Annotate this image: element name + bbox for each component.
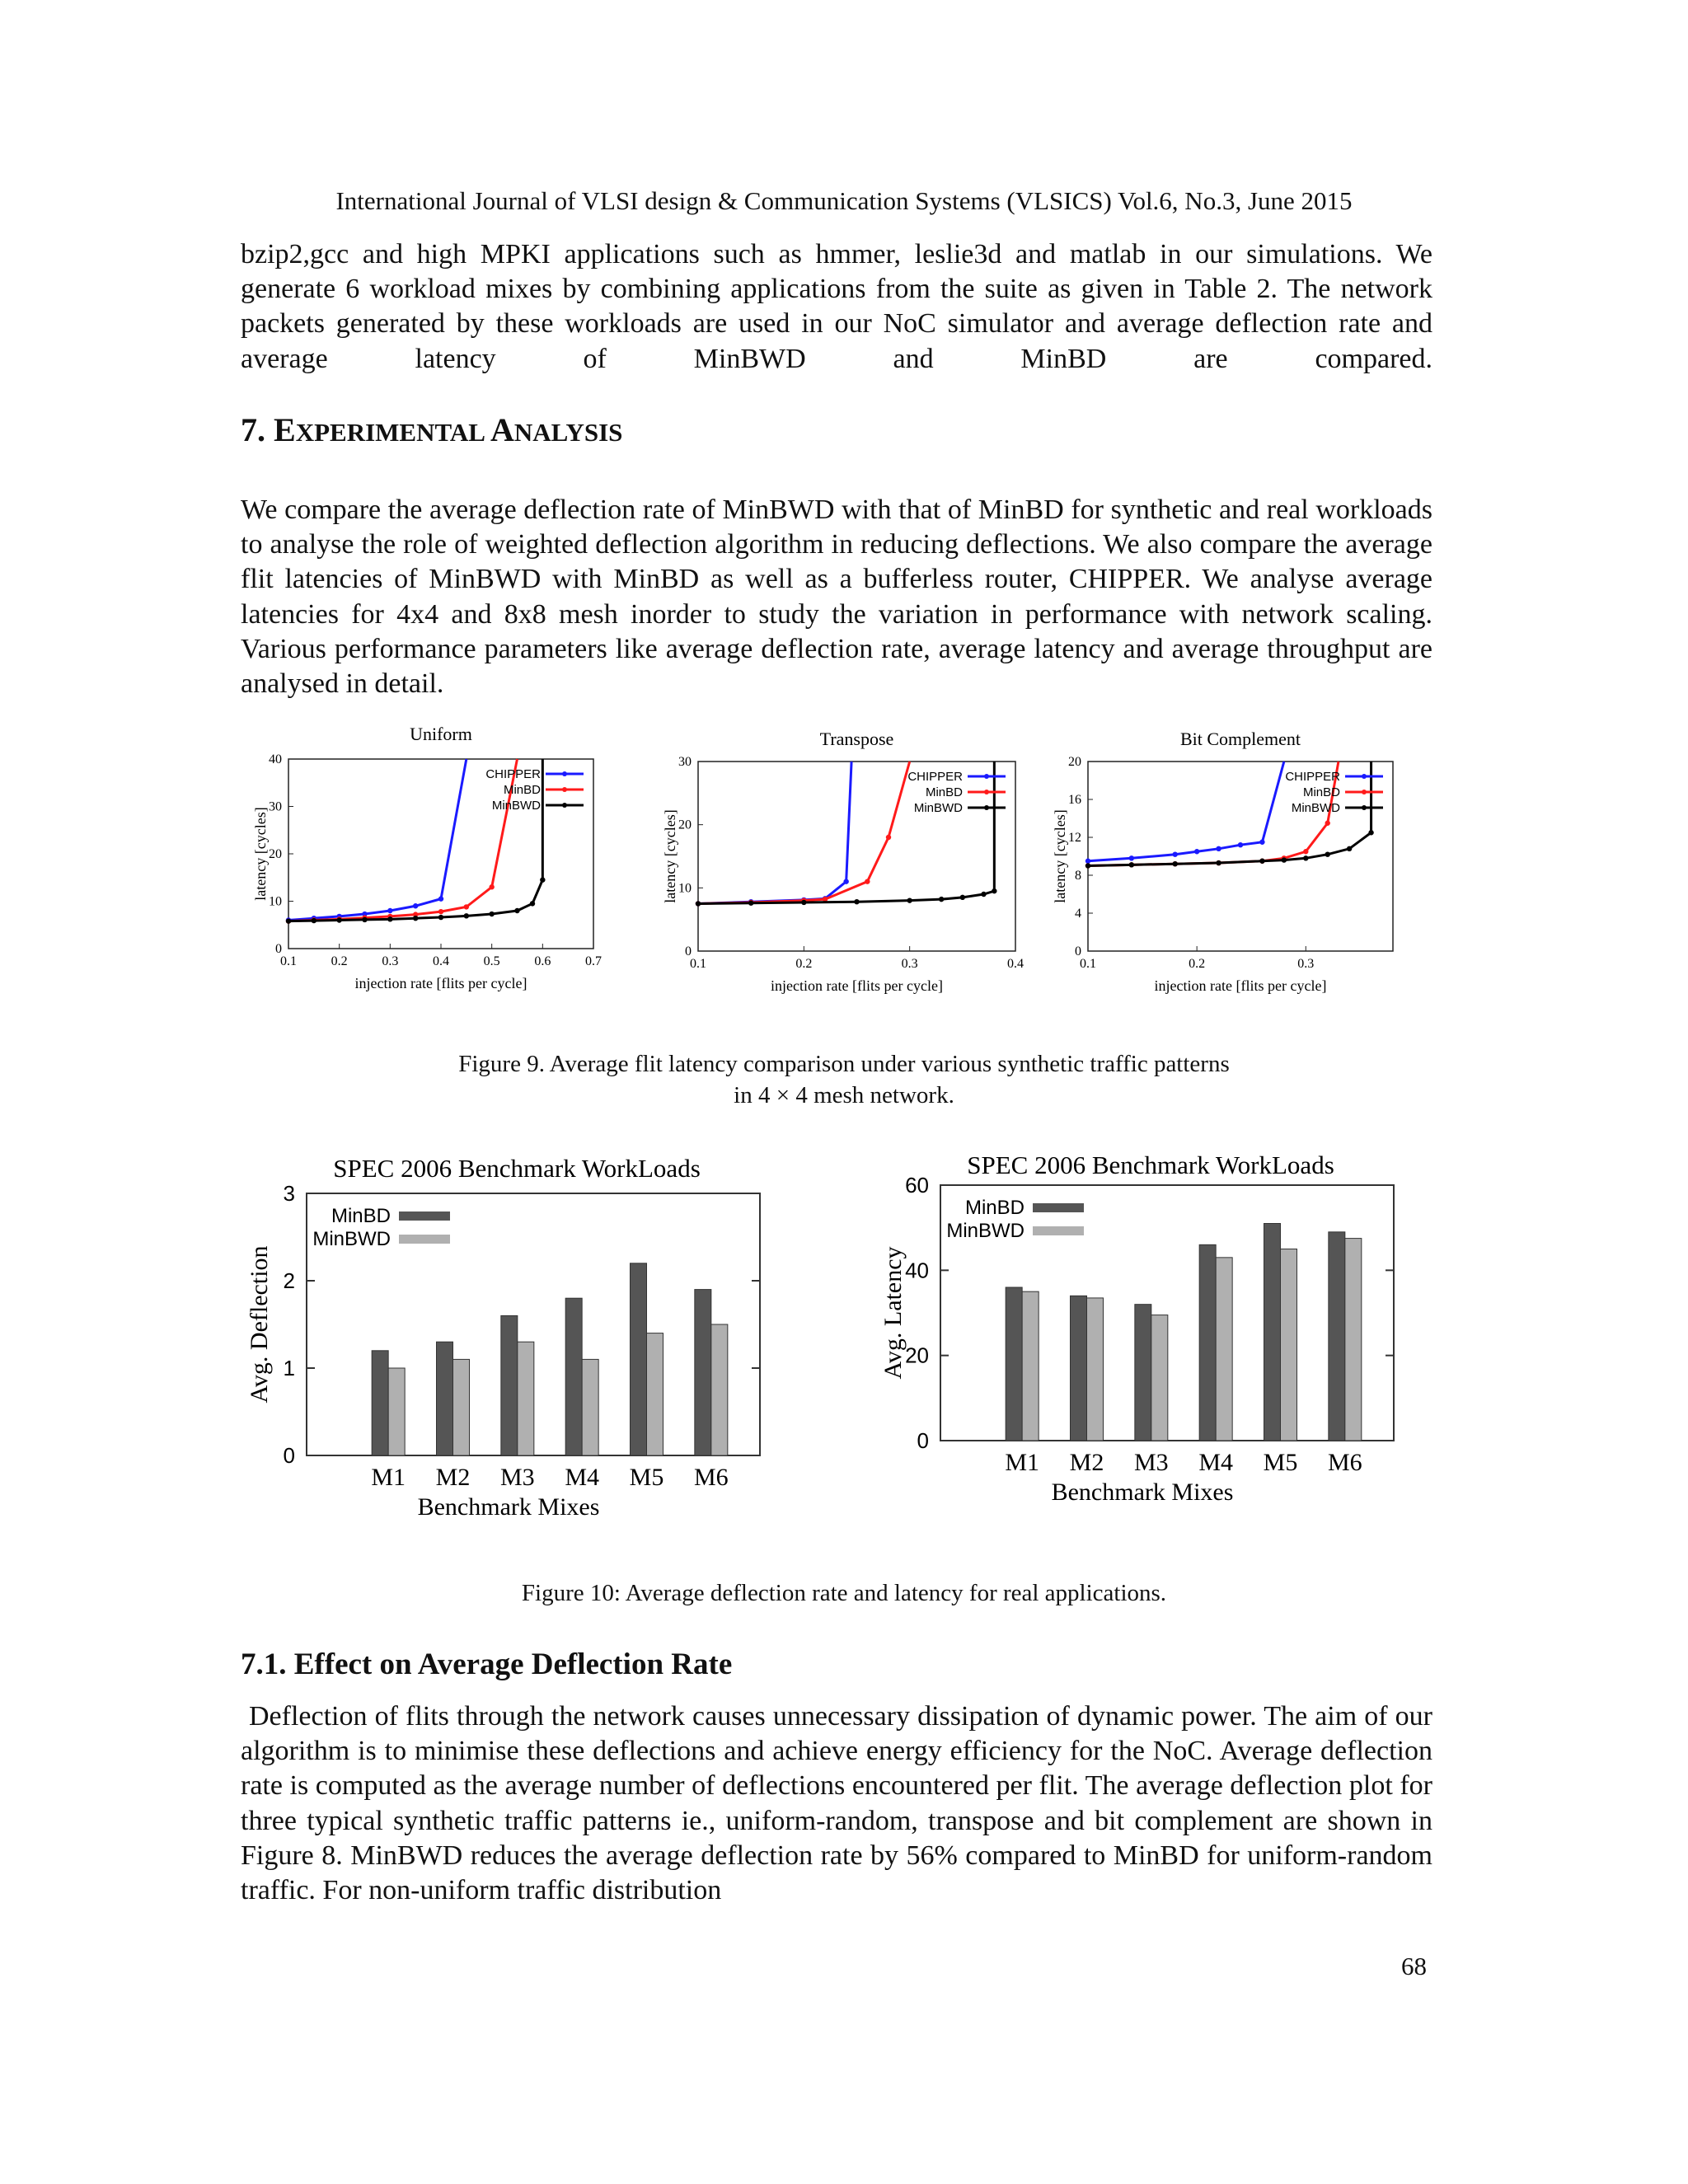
data-point-minbwd [464,913,469,918]
data-point-minbwd [312,918,316,923]
x-tick-label: 0.3 [382,954,399,968]
data-point-minbwd [1325,852,1330,857]
bar-minbd [565,1298,582,1455]
x-tick-label: 0.2 [331,954,348,968]
bar-minbd [1006,1287,1022,1441]
chart-title: Bit Complement [1179,729,1301,749]
subsection-paragraph: Deflection of flits through the network causes unnecessary dissipation of dynamic power. The aim of our algorithm is to minimise these deflections and achieve energy efficiency for the NoC. Average deflection rate is computed as the average number of deflections encountered per flit. The average deflection plot for three typical synthetic traffic patterns ie., uniform-random, transpose and bit complement are shown in Figure 8. MinBWD reduces the average deflection rate by 56% compared to MinBD for uniform-random traffic. For non-uniform traffic distribution [241,1701,1432,1906]
y-tick-label: 40 [905,1258,929,1283]
legend-swatch-minbd [399,1212,450,1221]
section-title-3: A [490,411,514,448]
intro-paragraph: bzip2,gcc and high MPKI applications such as hmmer, leslie3d and matlab in our simulations. We generate 6 workload mixes by combining applications from the suite as given in Table 2. The network packets generated by these workloads are used in our NoC simulator and average deflection rate and average latency of MinBWD and MinBD are compared. [241,239,1432,374]
legend-label-minbd: MinBD [964,1197,1025,1219]
bar-minbd [501,1315,518,1455]
bar-minbwd [1087,1298,1104,1441]
x-tick-label: M2 [1069,1449,1104,1476]
legend-label-minbwd: MinBWD [312,1228,391,1250]
data-point-minbwd [1085,863,1090,868]
figure10-caption: Figure 10: Average deflection rate and latency for real applications. [521,1580,1167,1606]
bitcomplement-latency-chart [1047,727,1409,1011]
y-tick-label: 8 [1075,869,1081,883]
legend-swatch-minbd [1033,1203,1084,1212]
bar-minbwd [453,1359,470,1455]
y-tick-label: 0 [283,1443,295,1468]
data-point-minbwd [981,892,986,897]
figure9-caption [0,1048,1688,1111]
bar-minbd [1199,1244,1216,1441]
chart-title: Transpose [819,729,894,749]
data-point-minbwd [1259,859,1264,864]
data-point-minbd [464,904,469,909]
y-tick-label: 20 [1068,755,1081,769]
y-tick-label: 30 [269,799,282,814]
legend-label-chipper: CHIPPER [485,767,541,781]
series-line-chipper [698,762,851,904]
data-point-chipper [1259,840,1264,845]
data-point-minbwd [992,888,996,893]
data-point-chipper [413,903,418,908]
x-tick-label: 0.1 [1080,957,1096,971]
data-point-chipper [438,896,443,901]
bar-minbwd [1281,1249,1297,1441]
data-point-chipper [1085,859,1090,864]
series-line-minbd [698,762,910,904]
data-point-minbwd [1129,862,1134,867]
x-tick-label: 0.5 [483,954,500,968]
x-tick-label: 0.4 [433,954,449,968]
figure9-caption-line2: in 4 × 4 mesh network. [734,1082,954,1108]
x-tick-label: M3 [499,1464,535,1491]
data-point-minbwd [1347,846,1352,851]
x-tick-label: M5 [629,1464,664,1491]
x-tick-label: M4 [1198,1449,1234,1476]
data-point-minbwd [1173,861,1178,866]
x-tick-label: 0.6 [534,954,551,968]
y-tick-label: 0 [685,944,692,958]
avg-latency-bar-chart [879,1152,1418,1540]
data-point-minbwd [854,899,859,904]
section-number: 7. [241,411,265,448]
data-point-minbd [1303,849,1308,854]
journal-header: International Journal of VLSI design & Communication Systems (VLSICS) Vol.6, No.3, June 2015 [335,186,1353,215]
legend-marker-minbwd [984,805,989,810]
section-title-1: E [274,411,296,448]
x-tick-label: 0.2 [795,957,813,971]
y-tick-label: 20 [678,818,692,832]
data-point-chipper [387,908,392,913]
y-tick-label: 3 [283,1181,295,1206]
x-tick-label: M6 [1327,1449,1362,1476]
data-point-minbwd [907,898,912,902]
section-paragraph: We compare the average deflection rate of MinBWD with that of MinBD for synthetic and real workloads to analyse the role of weighted deflection algorithm in reducing deflections. We also compare the average flit latencies of MinBWD with MinBD as well as a bufferless router, CHIPPER. We analyse average latencies for 4x4 and 8x8 mesh inorder to study the variation in performance with network scaling. Various performance parameters like average deflection rate, average latency and average throughput are analysed in detail. [241,494,1432,700]
page-number: 68 [1401,1952,1427,1980]
bar-minbd [372,1351,388,1455]
x-tick-label: M3 [1133,1449,1169,1476]
x-axis-label: injection rate [flits per cycle] [1154,977,1327,994]
x-tick-label: 0.3 [1297,957,1315,971]
y-tick-label: 40 [269,752,282,766]
y-tick-label: 4 [1075,907,1081,921]
y-axis-label: latency [cycles] [662,809,678,903]
data-point-minbwd [438,915,443,920]
data-point-minbwd [696,901,701,906]
data-point-minbwd [748,901,753,906]
legend-marker-minbd [1362,790,1367,794]
data-point-minbwd [387,916,392,921]
bar-minbd [695,1290,711,1455]
y-tick-label: 2 [283,1268,295,1293]
data-point-chipper [1129,855,1134,860]
legend-label-minbd: MinBD [925,785,963,799]
data-point-minbd [1325,821,1330,826]
y-tick-label: 10 [269,894,282,909]
x-tick-label: M1 [1005,1449,1040,1476]
bar-minbd [1264,1224,1281,1441]
data-point-minbwd [413,916,418,921]
data-point-minbwd [540,877,545,882]
legend-label-chipper: CHIPPER [907,770,963,784]
legend-label-minbd: MinBD [503,783,541,797]
data-point-minbwd [1303,855,1308,860]
bar-minbd [1135,1305,1151,1441]
section-title-4: NALYSIS [513,418,623,447]
data-point-minbwd [489,912,494,916]
x-tick-label: M6 [693,1464,729,1491]
y-tick-label: 0 [917,1428,929,1453]
data-point-chipper [1238,842,1243,847]
data-point-minbwd [960,895,965,900]
data-point-minbwd [1282,857,1287,862]
y-tick-label: 30 [678,755,692,769]
legend-label-minbwd: MinBWD [913,801,963,815]
x-tick-label: M1 [371,1464,406,1491]
bar-minbwd [1151,1315,1168,1441]
data-point-minbwd [530,901,535,906]
x-tick-label: 0.1 [280,954,297,968]
x-axis-label: injection rate [flits per cycle] [771,977,943,994]
section-heading [241,410,622,449]
legend-label-minbwd: MinBWD [491,799,541,813]
bar-minbwd [518,1342,534,1455]
plot-frame [1088,762,1393,951]
bar-minbwd [647,1333,663,1455]
chart-title: SPEC 2006 Benchmark WorkLoads [333,1154,701,1183]
legend-label-minbd: MinBD [331,1205,391,1227]
legend-label-chipper: CHIPPER [1285,770,1340,784]
series-line-chipper [288,759,467,921]
legend-swatch-minbwd [399,1235,450,1244]
legend-marker-minbd [984,790,989,794]
data-point-minbwd [514,908,519,913]
y-axis-label: Avg. Latency [879,1246,907,1380]
x-tick-label: 0.1 [690,957,706,971]
bar-minbd [1329,1232,1345,1441]
legend-marker-chipper [562,771,567,776]
x-tick-label: 0.7 [585,954,602,968]
bar-minbwd [711,1324,728,1455]
subsection-heading: 7.1. Effect on Average Deflection Rate [241,1647,733,1681]
data-point-minbwd [362,917,367,922]
x-axis-label: Benchmark Mixes [1051,1479,1234,1506]
x-tick-label: 0.3 [901,957,918,971]
data-point-chipper [1216,846,1221,851]
legend-marker-chipper [1362,774,1367,779]
y-axis-label: latency [cycles] [1052,809,1068,903]
y-tick-label: 60 [905,1173,929,1197]
data-point-minbwd [1216,860,1221,865]
bar-minbd [437,1342,453,1455]
y-tick-label: 1 [283,1356,295,1380]
series-line-minbd [288,759,518,921]
bar-minbwd [1216,1258,1232,1441]
legend-label-minbwd: MinBWD [1291,801,1340,815]
legend-marker-chipper [984,774,989,779]
bar-minbwd [388,1368,405,1455]
legend-label-minbd: MinBD [1302,785,1340,799]
bar-minbd [1071,1296,1087,1441]
plot-frame [698,762,1015,951]
data-point-minbwd [801,900,806,905]
data-point-chipper [1173,852,1178,857]
y-tick-label: 0 [275,942,282,956]
x-tick-label: 0.4 [1007,957,1024,971]
section-title-2: XPERIMENTAL [295,418,490,447]
avg-deflection-bar-chart [244,1152,783,1548]
bar-minbwd [1345,1239,1362,1441]
data-point-minbd [489,884,494,889]
data-point-chipper [1194,849,1199,854]
legend-marker-minbd [562,787,567,792]
x-tick-label: 0.2 [1189,957,1206,971]
legend-marker-minbwd [562,803,567,808]
y-tick-label: 10 [678,881,692,896]
data-point-chipper [843,879,848,883]
x-tick-label: M4 [565,1464,600,1491]
y-tick-label: 0 [1075,944,1081,958]
chart-title: Uniform [410,724,472,744]
transpose-latency-chart [651,727,1030,1011]
data-point-minbwd [939,897,944,902]
x-axis-label: injection rate [flits per cycle] [354,975,528,991]
legend-label-minbwd: MinBWD [946,1220,1025,1242]
x-tick-label: M2 [435,1464,471,1491]
y-tick-label: 12 [1068,831,1081,845]
data-point-minbd [438,909,443,914]
x-tick-label: M5 [1263,1449,1298,1476]
legend-marker-minbwd [1362,805,1367,810]
y-tick-label: 20 [269,847,282,861]
x-axis-label: Benchmark Mixes [417,1493,600,1521]
figure9-caption-line1: Figure 9. Average flit latency comparison under various synthetic traffic patterns [458,1051,1230,1077]
series-line-chipper [1088,762,1284,861]
y-tick-label: 16 [1068,793,1081,807]
legend-swatch-minbwd [1033,1226,1084,1235]
y-axis-label: Avg. Deflection [246,1245,273,1404]
uniform-latency-chart [247,722,610,1010]
data-point-minbwd [1368,830,1373,835]
data-point-minbd [886,835,891,840]
bar-minbwd [1022,1291,1039,1441]
y-tick-label: 20 [905,1343,929,1368]
bar-minbwd [582,1359,598,1455]
chart-title: SPEC 2006 Benchmark WorkLoads [967,1152,1334,1179]
bar-minbd [631,1263,647,1455]
y-axis-label: latency [cycles] [252,807,269,901]
data-point-minbd [865,879,870,883]
data-point-minbwd [336,917,341,922]
data-point-minbwd [286,918,291,923]
